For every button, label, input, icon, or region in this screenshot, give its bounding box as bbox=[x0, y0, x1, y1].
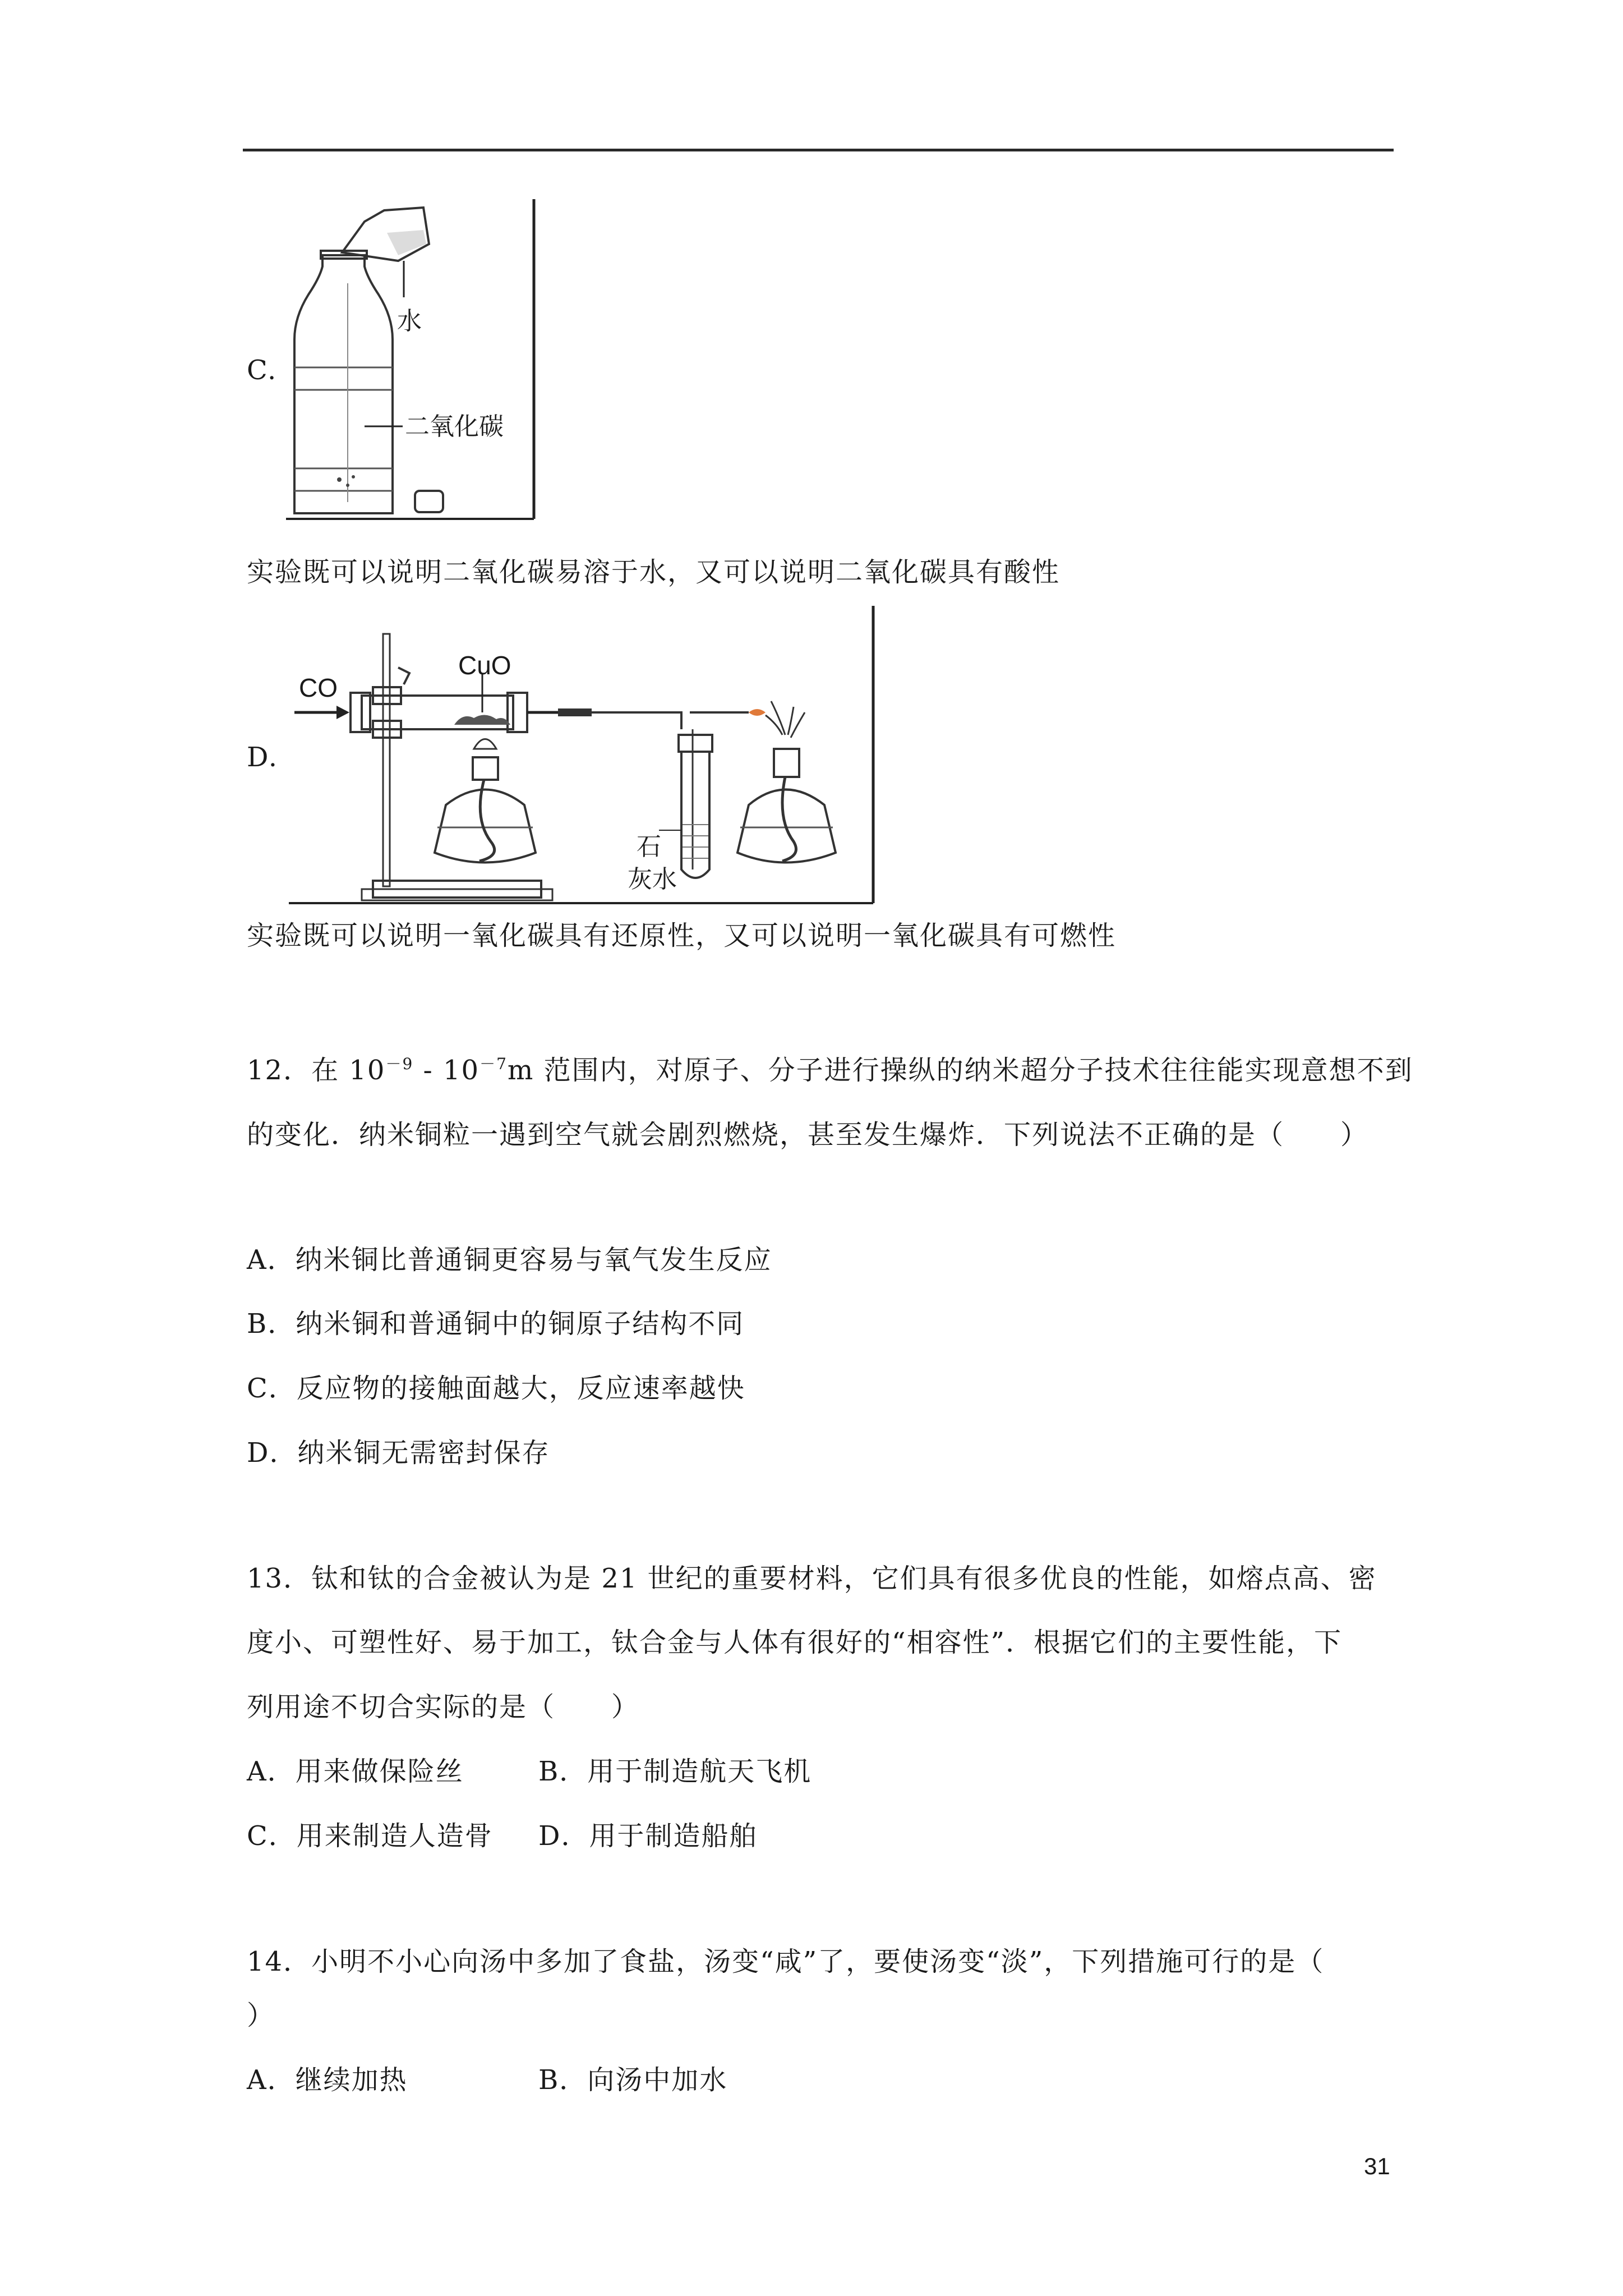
q12-mid: - 10 bbox=[413, 1055, 480, 1086]
figure-c-caption: 实验既可以说明二氧化碳易溶于水，又可以说明二氧化碳具有酸性 bbox=[247, 556, 1061, 588]
q12-pre: 在 10 bbox=[311, 1055, 386, 1086]
q13-line2: 度小、可塑性好、易于加工，钛合金与人体有很好的“相容性”．根据它们的主要性能，下 bbox=[247, 1627, 1343, 1658]
q13-line3: 列用途不切合实际的是（ ） bbox=[247, 1691, 640, 1723]
label-water: 水 bbox=[397, 307, 422, 335]
q14-line2: ） bbox=[247, 2000, 275, 2031]
label-limewater-2: 灰水 bbox=[628, 865, 677, 894]
q14-line1: 14．小明不小心向汤中多加了食盐，汤变“咸”了，要使汤变“淡”，下列措施可行的是（ bbox=[247, 1946, 1325, 1977]
q12-exp1: －9 bbox=[385, 1055, 414, 1073]
header-rule bbox=[243, 149, 1394, 151]
page-number: 31 bbox=[1364, 2153, 1390, 2179]
q12-option-d: D．纳米铜无需密封保存 bbox=[247, 1437, 550, 1469]
q12-exp2: －7 bbox=[479, 1055, 508, 1073]
figure-c-co2-bottle bbox=[286, 199, 538, 524]
label-cuo: CuO bbox=[458, 651, 511, 680]
q12-post: m 范围内，对原子、分子进行操纵的纳米超分子技术往往能实现意想不到 bbox=[507, 1055, 1413, 1086]
q13-option-d: D．用于制造船舶 bbox=[538, 1820, 758, 1852]
q12-line2: 的变化．纳米铜粒一遇到空气就会剧烈燃烧，甚至发生爆炸．下列说法不正确的是（ ） bbox=[247, 1119, 1369, 1151]
figure-c-label: C. bbox=[247, 355, 278, 386]
label-co2: 二氧化碳 bbox=[405, 412, 504, 441]
q13-option-c: C．用来制造人造骨 bbox=[247, 1820, 493, 1852]
figure-d-co-apparatus bbox=[289, 606, 878, 909]
q13-line1: 13．钛和钛的合金被认为是 21 世纪的重要材料，它们具有很多优良的性能，如熔点高、密 bbox=[247, 1563, 1377, 1594]
q12-option-b: B．纳米铜和普通铜中的铜原子结构不同 bbox=[247, 1308, 745, 1340]
q12-line1 bbox=[247, 1053, 1413, 1087]
q14-option-b: B．向汤中加水 bbox=[538, 2064, 728, 2096]
figure-d-label: D. bbox=[247, 742, 279, 773]
q13-option-a: A．用来做保险丝 bbox=[247, 1756, 464, 1787]
q13-option-b: B．用于制造航天飞机 bbox=[538, 1756, 812, 1787]
q12-option-a: A．纳米铜比普通铜更容易与氧气发生反应 bbox=[247, 1244, 772, 1276]
figure-d-caption: 实验既可以说明一氧化碳具有还原性，又可以说明一氧化碳具有可燃性 bbox=[247, 920, 1117, 951]
q12-option-c: C．反应物的接触面越大，反应速率越快 bbox=[247, 1373, 745, 1404]
q12-number: 12． bbox=[247, 1055, 312, 1086]
label-limewater-1: 石 bbox=[637, 832, 661, 861]
label-co: CO bbox=[299, 673, 338, 702]
q14-option-a: A．继续加热 bbox=[247, 2064, 408, 2096]
